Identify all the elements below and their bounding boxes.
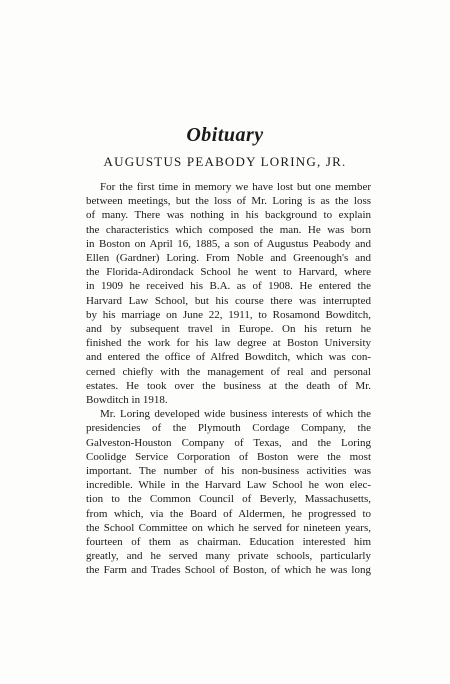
paragraph-1	[86, 180, 371, 407]
text-line: between meetings, but the loss of Mr. Loring is as the loss	[86, 195, 371, 208]
body-text	[86, 180, 371, 578]
text-line: Coolidge Service Corporation of Boston were the most	[86, 450, 371, 463]
text-line: and entered the office of Alfred Bowditch, which was con-	[86, 351, 371, 364]
paragraph-2	[86, 407, 371, 577]
text-line: fourteen of them as chairman. Education interested him	[86, 536, 371, 549]
text-line: greatly, and he served many private schools, particularly	[86, 550, 371, 563]
text-line: Ellen (Gardner) Loring. From Noble and Greenough's and	[86, 252, 371, 265]
text-line: For the first time in memory we have lost but one member	[100, 181, 371, 193]
text-line: tion to the Common Council of Beverly, Massachusetts,	[86, 493, 371, 506]
text-line: Harvard Law School, but his course there was interrupted	[86, 294, 371, 307]
text-line: Galveston-Houston Company of Texas, and the Loring	[86, 436, 371, 449]
text-line: the School Committee on which he served for nineteen years,	[86, 521, 371, 534]
text-line: the characteristics which composed the man. He was born	[86, 223, 371, 236]
text-line: and by subsequent travel in Europe. On his return he	[86, 323, 371, 336]
text-line: Bowditch in 1918.	[86, 394, 168, 407]
text-line: presidencies of the Plymouth Cordage Company, the	[86, 422, 371, 435]
text-line: cerned chiefly with the management of real and personal	[86, 365, 371, 378]
text-line: in 1909 he received his B.A. as of 1908. He entered the	[86, 280, 371, 293]
subject-name: AUGUSTUS PEABODY LORING, JR.	[103, 154, 347, 169]
text-line: important. The number of his non-business activities was	[86, 465, 371, 478]
text-line: in Boston on April 16, 1885, a son of Augustus Peabody and	[86, 237, 371, 250]
text-line: by his marriage on June 22, 1911, to Rosamond Bowditch,	[86, 308, 371, 321]
text-line: of many. There was nothing in his background to explain	[86, 209, 371, 222]
text-line: the Florida-Adirondack School he went to Harvard, where	[86, 266, 371, 279]
text-line: Mr. Loring developed wide business interests of which the	[100, 408, 371, 421]
text-line: finished the work for his law degree at Boston University	[86, 337, 371, 350]
text-line: estates. He took over the business at the death of Mr.	[86, 379, 371, 392]
text-line: the Farm and Trades School of Boston, of which he was long	[86, 564, 371, 577]
text-line: from which, via the Board of Aldermen, he progressed to	[86, 507, 371, 520]
section-heading: Obituary	[186, 124, 264, 146]
text-line: incredible. While in the Harvard Law School he won elec-	[86, 479, 371, 492]
